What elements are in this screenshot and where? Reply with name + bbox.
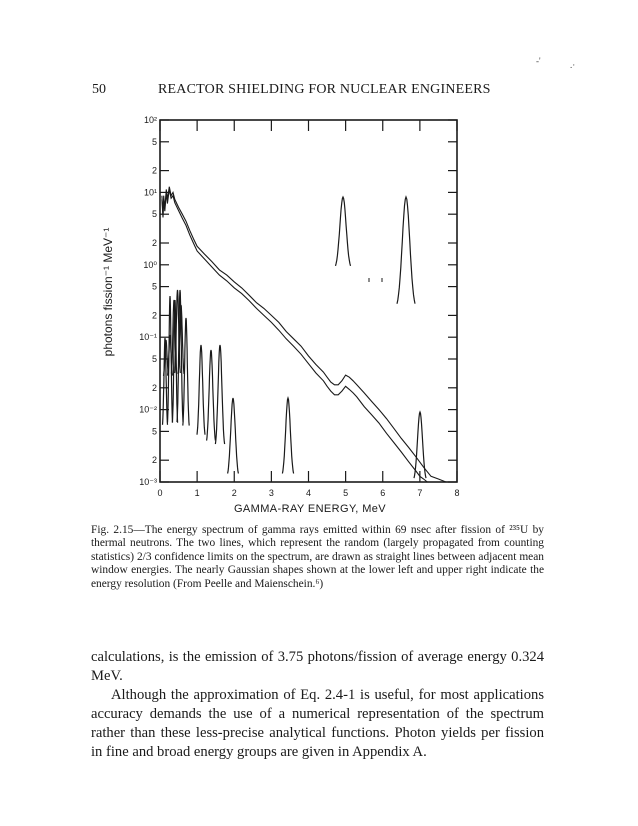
paragraph: Although the approximation of Eq. 2.4-1 is useful, for most applications accuracy demands the use of a numerical representation of the spectrum rather than these less-precise analytical functions. Photon yields per fission in fine and broad energy groups are given in Appendix A.	[91, 687, 544, 760]
spectrum-line	[162, 189, 427, 482]
y-tick-label: 10⁻²	[139, 404, 157, 415]
y-tick-label: 2	[151, 238, 157, 249]
x-tick-label: 7	[417, 488, 423, 498]
resolution-peaks	[163, 197, 427, 478]
x-tick-label: 0	[157, 488, 163, 498]
figure-caption	[91, 524, 544, 591]
resolution-peak	[228, 398, 239, 474]
tick-labels	[139, 115, 459, 498]
y-tick-label: 2	[151, 382, 157, 393]
resolution-peak	[282, 398, 293, 474]
y-tick-label: 10⁻¹	[139, 332, 157, 343]
y-tick-label: 5	[151, 209, 157, 220]
resolution-peak	[397, 197, 415, 304]
x-tick-label: 4	[305, 488, 312, 498]
y-tick-label: 5	[151, 281, 157, 292]
y-tick-label: 2	[151, 455, 157, 466]
resolution-peak	[207, 350, 216, 441]
y-tick-label: 5	[151, 426, 157, 437]
caption-label: Fig. 2.15	[91, 524, 134, 536]
x-axis-label: GAMMA-RAY ENERGY, MeV	[233, 503, 387, 515]
y-tick-label: 2	[151, 310, 157, 321]
page-speck: -'	[536, 56, 541, 66]
x-tick-label: 6	[380, 488, 386, 498]
x-tick-label: 1	[194, 488, 200, 498]
y-tick-label: 10¹	[143, 187, 157, 198]
y-tick-label: 10⁻³	[139, 477, 157, 487]
y-tick-label: 2	[151, 165, 157, 176]
paragraph: calculations, is the emission of 3.75 photons/fission of average energy 0.324 MeV.	[91, 649, 544, 684]
x-tick-label: 2	[231, 488, 237, 498]
x-tick-label: 5	[343, 488, 349, 498]
resolution-peak	[197, 345, 205, 435]
y-tick-label: 5	[151, 353, 157, 364]
x-tick-label: 3	[268, 488, 274, 498]
running-title: REACTOR SHIELDING FOR NUCLEAR ENGINEERS	[158, 82, 491, 97]
x-tick-label: 8	[454, 488, 460, 498]
body-text	[91, 648, 544, 762]
page-speck: .·	[570, 60, 576, 70]
y-tick-label: 10⁰	[143, 259, 157, 270]
y-tick-label: 10²	[143, 115, 157, 125]
caption-text: —The energy spectrum of gamma rays emitted within 69 nsec after fission of ²³⁵U by thermal neutrons. The two lines, which represent the random (largely propagated from counting statistics) 2/3 confidence limits on the spectrum, are drawn as straight lines between adjacent mean window energies. The nearly Gaussian shapes shown at the lower left and upper right indicate the energy resolution (From Peelle and Maienschein.⁶)	[91, 524, 545, 590]
resolution-peak	[215, 345, 224, 444]
y-tick-label: 5	[151, 136, 157, 147]
y-axis-label: photons fission⁻¹ MeV⁻¹	[101, 227, 115, 357]
page-number: 50	[92, 82, 106, 97]
resolution-peak	[336, 197, 351, 266]
